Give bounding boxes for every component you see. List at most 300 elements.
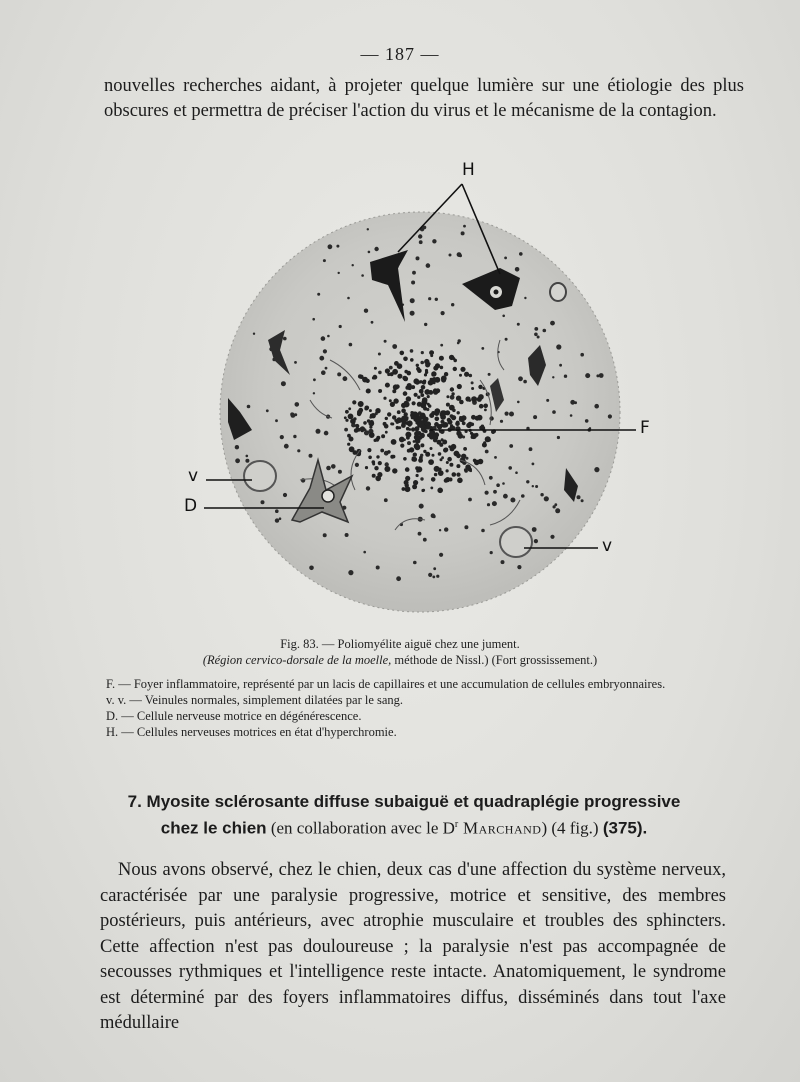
nucleus-dot [323,259,326,262]
embryonic-cell-dot [376,455,379,458]
embryonic-cell-dot [424,373,427,376]
nucleus-dot [235,445,239,449]
nucleus-dot [290,412,294,416]
embryonic-cell-dot [372,463,375,466]
embryonic-cell-dot [413,480,418,485]
embryonic-cell-dot [414,426,419,431]
label-f: F [640,418,650,438]
nucleus-dot [407,441,411,445]
embryonic-cell-dot [402,376,407,381]
nucleus-dot [570,414,573,417]
embryonic-cell-dot [422,397,428,403]
nucleus-dot [428,573,432,577]
nucleus-dot [533,415,537,419]
embryonic-cell-dot [464,372,469,377]
nucleus-dot [504,257,507,260]
embryonic-cell-dot [430,487,433,490]
label-d: D [184,496,198,516]
embryonic-cell-dot [461,415,466,420]
embryonic-cell-dot [424,359,429,364]
nucleus-dot [343,376,348,381]
nucleus-dot [361,274,364,277]
nucleus-dot [345,533,349,537]
embryonic-cell-dot [441,410,447,416]
nucleus-dot [436,575,439,578]
nucleus-dot [416,256,420,260]
embryonic-cell-dot [390,422,393,425]
embryonic-cell-dot [405,467,410,472]
embryonic-cell-dot [403,357,408,362]
section-title-ref: (375). [602,818,648,838]
nucleus-dot [532,527,537,532]
nucleus-dot [517,401,520,404]
intro-paragraph [104,74,744,124]
embryonic-cell-dot [411,385,415,389]
nucleus-dot [348,570,353,575]
nucleus-dot [457,252,462,257]
nucleus-dot [412,271,416,275]
embryonic-cell-dot [457,384,462,389]
embryonic-cell-dot [437,424,442,429]
embryonic-cell-dot [385,417,388,420]
embryonic-cell-dot [462,421,466,425]
embryonic-cell-dot [430,447,433,450]
embryonic-cell-dot [363,421,367,425]
embryonic-cell-dot [428,404,431,407]
embryonic-cell-dot [433,366,438,371]
embryonic-cell-dot [450,414,454,418]
nucleus-dot [501,560,505,564]
embryonic-cell-dot [352,400,356,404]
embryonic-cell-dot [402,487,406,491]
nucleus-dot [319,356,324,361]
nucleus-dot [487,503,490,506]
nucleus-dot [596,374,599,377]
embryonic-cell-dot [487,438,491,442]
nucleus-dot [247,405,251,409]
nucleus-dot [413,561,417,565]
nucleus-dot [312,318,315,321]
embryonic-cell-dot [405,432,411,438]
nucleus-dot [509,412,514,417]
embryonic-cell-dot [479,404,484,409]
nucleus-dot [323,349,327,353]
embryonic-cell-dot [400,444,404,448]
embryonic-cell-dot [471,387,474,390]
nucleus-dot [419,240,423,244]
embryonic-cell-dot [349,446,355,452]
nucleus-dot [337,372,341,376]
embryonic-cell-dot [477,397,482,402]
nucleus-dot [275,419,278,422]
nucleus-dot [494,456,497,459]
embryonic-cell-dot [456,453,461,458]
nucleus-dot [556,344,561,349]
embryonic-cell-dot [438,452,442,456]
nucleus-dot [585,373,590,378]
nucleus-dot [574,401,577,404]
embryonic-cell-dot [408,423,411,426]
nucleus-dot [420,361,424,365]
embryonic-cell-dot [440,420,444,424]
legend-item-d: D. — Cellule nerveuse motrice en dégénérescence. [106,709,362,723]
embryonic-cell-dot [425,369,428,372]
embryonic-cell-dot [434,473,437,476]
nucleus-dot [534,327,538,331]
embryonic-cell-dot [482,443,487,448]
embryonic-cell-dot [399,437,405,443]
section-title-figs: ) (4 fig.) [541,818,603,838]
nucleus-dot [309,566,314,571]
nucleus-dot [424,323,427,326]
nucleus-dot [281,381,286,386]
nucleus-dot [485,450,489,454]
microscope-figure [0,150,800,630]
nucleus-dot [426,263,431,268]
nucleus-dot [581,499,584,502]
embryonic-cell-dot [366,389,370,393]
nucleus-dot [261,500,265,504]
embryonic-cell-dot [385,431,388,434]
embryonic-cell-dot [378,461,382,465]
caption-subtitle-italic: (Région cervico-dorsale de la moelle, [202,653,392,667]
intro-text: nouvelles recherches aidant, à projeter quelque lumière sur une étiologie des plus obscures et permettra de préciser l'action du virus et le mécanisme de la contagion. [104,76,744,121]
embryonic-cell-dot [457,411,460,414]
section-title-line-1: 7. Myosite sclérosante diffuse subaiguë et quadraplégie progressive [127,792,681,811]
embryonic-cell-dot [468,422,473,427]
nucleus-dot [471,381,474,384]
nucleus-dot [451,303,454,306]
embryonic-cell-dot [345,419,348,422]
embryonic-cell-dot [450,387,454,391]
embryonic-cell-dot [390,455,394,459]
nucleus-dot [489,476,493,480]
nucleus-dot [500,420,503,423]
nucleus-dot [458,339,461,342]
nucleus-dot [336,245,339,248]
nucleus-dot [410,298,415,303]
nucleus-dot [557,436,560,439]
histology-illustration [0,150,800,630]
embryonic-cell-dot [456,421,460,425]
embryonic-cell-dot [475,416,480,421]
embryonic-cell-dot [403,391,408,396]
nucleus-dot [532,463,535,466]
section-title-line-2: chez le chien [160,818,267,838]
embryonic-cell-dot [409,447,414,452]
embryonic-cell-dot [375,476,381,482]
embryonic-cell-dot [447,457,452,462]
nucleus-dot [384,498,388,502]
embryonic-cell-dot [459,400,464,405]
nucleus-dot [279,517,282,520]
nucleus-dot [421,351,424,354]
nucleus-dot [523,380,527,384]
embryonic-cell-dot [443,448,448,453]
embryonic-cell-dot [418,381,421,384]
embryonic-cell-dot [430,378,433,381]
nucleus-dot [555,508,560,513]
embryonic-cell-dot [390,372,394,376]
embryonic-cell-dot [344,416,347,419]
legend-item-f: F. — Foyer inflammatoire, représenté par un lacis de capillaires et une accumulation de cellules embryonnaires. [106,677,666,691]
nucleus-dot [347,297,350,300]
embryonic-cell-dot [416,474,419,477]
nucleus-dot [544,496,549,501]
embryonic-cell-dot [447,418,451,422]
nucleus-dot [515,267,520,272]
nucleus-dot [325,367,328,370]
embryonic-cell-dot [420,413,425,418]
nucleus-dot [297,449,300,452]
embryonic-cell-dot [359,375,363,379]
nucleus-dot [419,504,424,509]
embryonic-cell-dot [481,425,484,428]
embryonic-cell-dot [452,409,456,413]
nucleus-dot [385,462,389,466]
embryonic-cell-dot [372,377,375,380]
embryonic-cell-dot [435,417,440,422]
nucleus-dot [367,228,369,230]
nucleus-dot [324,431,329,436]
nucleus-dot [328,244,333,249]
caption-title: Fig. 83. — Poliomyélite aiguë chez une jument. [280,637,520,651]
nucleus-dot [378,353,381,356]
embryonic-cell-dot [401,419,406,424]
nucleus-dot [331,464,336,469]
nucleus-dot [502,315,505,318]
embryonic-cell-dot [457,478,463,484]
nucleus-dot [546,399,549,402]
embryonic-cell-dot [419,456,423,460]
embryonic-cell-dot [387,450,391,454]
section-title-author: Marchand [458,818,542,838]
embryonic-cell-dot [408,386,412,390]
embryonic-cell-dot [432,435,436,439]
nucleus-dot [517,565,521,569]
nucleus-dot [526,480,529,483]
embryonic-cell-dot [381,434,385,438]
nucleus-dot [283,493,287,497]
embryonic-cell-dot [416,413,419,416]
nucleus-dot [439,529,441,531]
nucleus-dot [396,576,401,581]
nucleus-dot [550,321,555,326]
embryonic-cell-dot [374,367,377,370]
nucleus-dot [468,498,472,502]
nucleus-dot [410,349,414,353]
nucleus-dot [235,458,240,463]
nucleus-dot [378,371,382,375]
nucleus-dot [594,404,599,409]
embryonic-cell-dot [424,389,430,395]
nucleus-dot [461,231,465,235]
nucleus-dot [293,435,296,438]
embryonic-cell-dot [398,426,401,429]
embryonic-cell-dot [357,428,361,432]
embryonic-cell-dot [365,406,370,411]
embryonic-cell-dot [415,466,419,470]
embryonic-cell-dot [428,459,434,465]
caption-subtitle-rest: méthode de Nissl.) (Fort grossissement.) [391,653,598,667]
nucleus-dot [553,505,556,508]
nucleus-dot [552,410,556,414]
embryonic-cell-dot [365,466,368,469]
nucleus-dot [537,336,540,339]
legend-item-h: H. — Cellules nerveuses motrices en état d'hyperchromie. [106,725,397,739]
label-v-left: v [188,466,199,486]
embryonic-cell-dot [374,439,377,442]
nucleus-dot [321,370,326,375]
nucleus-dot [392,344,397,349]
embryonic-cell-dot [453,367,457,371]
embryonic-cell-dot [442,440,447,445]
embryonic-cell-dot [419,389,424,394]
embryonic-cell-dot [391,439,397,445]
embryonic-cell-dot [413,453,417,457]
embryonic-cell-dot [450,446,455,451]
nucleus-dot [338,272,340,274]
embryonic-cell-dot [383,397,386,400]
embryonic-cell-dot [422,380,426,384]
embryonic-cell-dot [370,414,373,417]
veinule-left [244,461,276,491]
nucleus [322,490,334,502]
embryonic-cell-dot [416,367,420,371]
embryonic-cell-dot [369,426,372,429]
nucleus-dot [283,337,287,341]
nucleus-dot [245,459,249,463]
embryonic-cell-dot [425,452,430,457]
embryonic-cell-dot [471,396,477,402]
nucleus-dot [366,486,370,490]
embryonic-cell-dot [389,399,392,402]
nucleus-dot [338,470,342,474]
nucleus-dot [344,428,348,432]
nucleus-dot [384,340,387,343]
embryonic-cell-dot [430,351,434,355]
small-vessel [550,283,566,301]
nucleus-dot [503,494,508,499]
embryonic-cell-dot [367,448,371,452]
figure-caption [100,636,700,740]
nucleus-dot [510,498,515,503]
nucleus-dot [321,336,326,341]
embryonic-cell-dot [446,461,449,464]
embryonic-cell-dot [439,443,443,447]
embryonic-cell-dot [348,407,351,410]
embryonic-cell-dot [465,396,470,401]
embryonic-cell-dot [478,385,482,389]
embryonic-cell-dot [475,433,479,437]
embryonic-cell-dot [401,408,406,413]
nucleus-dot [594,467,599,472]
figure-legend [100,676,700,740]
section-title-collab: (en collaboration avec le D [266,818,455,838]
embryonic-cell-dot [369,432,375,438]
embryonic-cell-dot [452,357,455,360]
nucleus-dot [326,466,331,471]
nucleus-dot [463,225,466,228]
embryonic-cell-dot [355,424,359,428]
embryonic-cell-dot [370,420,374,424]
nucleus-dot [280,435,284,439]
embryonic-cell-dot [483,404,488,409]
nucleus-dot [418,234,422,238]
nucleus-dot [585,419,589,423]
nucleus-dot [432,239,436,243]
embryonic-cell-dot [416,364,419,367]
nucleus-dot [532,485,534,487]
nucleus-dot [355,463,359,467]
embryonic-cell-dot [456,464,460,468]
embryonic-cell-dot [378,389,382,393]
embryonic-cell-dot [369,409,372,412]
page-number: — 187 — [360,44,440,64]
embryonic-cell-dot [403,457,407,461]
nucleus-dot [411,281,415,285]
nucleus-dot [515,471,518,474]
embryonic-cell-dot [432,454,435,457]
nucleus-dot [389,366,393,370]
nucleus-dot [295,402,300,407]
nucleus-dot [440,344,443,347]
embryonic-cell-dot [430,354,433,357]
nucleus-dot [534,539,538,543]
section-title-sup: r [454,819,459,830]
embryonic-cell-dot [407,371,412,376]
nucleus-dot [599,373,604,378]
embryonic-cell-dot [451,392,454,395]
embryonic-cell-dot [414,416,418,420]
embryonic-cell-dot [360,426,365,431]
embryonic-cell-dot [384,466,390,472]
embryonic-cell-dot [436,389,440,393]
embryonic-cell-dot [431,411,435,415]
nucleus-dot [316,429,321,434]
embryonic-cell-dot [412,457,415,460]
embryonic-cell-dot [460,367,465,372]
nucleus-dot [519,252,523,256]
embryonic-cell-dot [350,419,356,425]
embryonic-cell-dot [414,393,418,397]
caption-subtitle [100,652,700,668]
embryonic-cell-dot [468,467,472,471]
embryonic-cell-dot [431,477,436,482]
nucleus-dot [428,297,431,300]
nucleus-dot [529,447,533,451]
embryonic-cell-dot [404,401,408,405]
nucleus-dot [535,485,538,488]
nucleus-dot [433,567,436,570]
nucleus-dot [524,297,526,299]
embryonic-cell-dot [414,444,420,450]
nucleus-dot [481,347,484,350]
embryonic-cell-dot [452,472,457,477]
embryonic-cell-dot [417,431,421,435]
nucleus-dot [349,343,353,347]
legend-item-v: v. v. — Veinules normales, simplement dilatées par le sang. [106,693,404,707]
embryonic-cell-dot [392,415,396,419]
embryonic-cell-dot [421,489,424,492]
embryonic-cell-dot [345,410,349,414]
nucleus-dot [364,309,368,313]
embryonic-cell-dot [463,447,467,451]
embryonic-cell-dot [410,358,414,362]
nucleus-dot [435,298,438,301]
embryonic-cell-dot [420,443,424,447]
embryonic-cell-dot [394,419,397,422]
